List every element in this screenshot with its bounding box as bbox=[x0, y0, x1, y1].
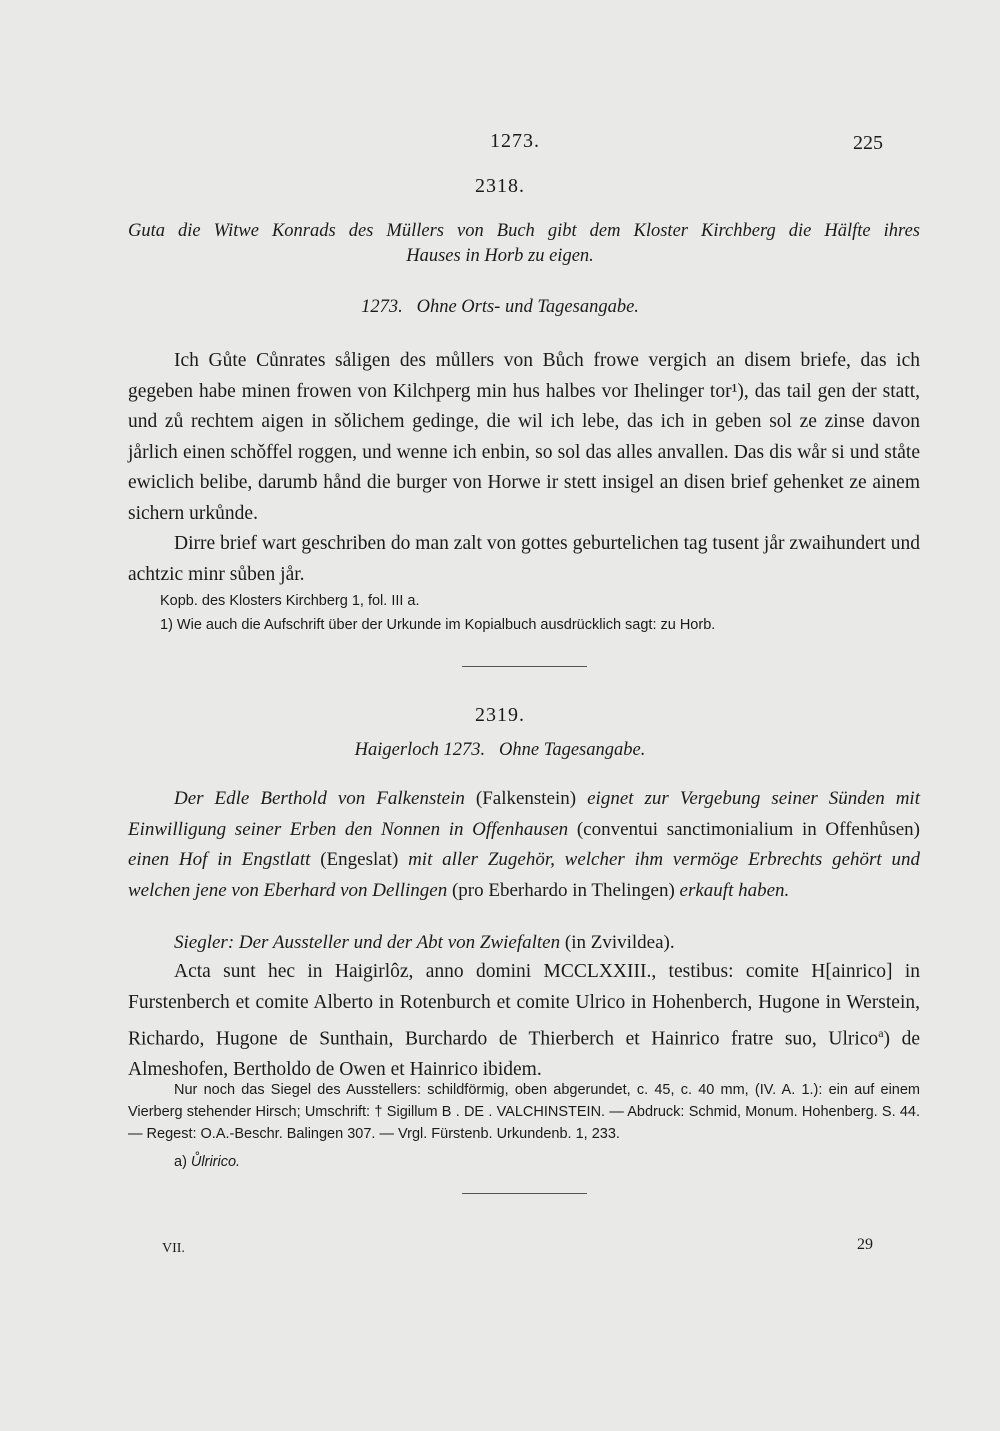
regest-segment: (Falkenstein) bbox=[475, 788, 588, 809]
sheet-number: 29 bbox=[857, 1236, 873, 1253]
regest-segment: einen Hof in Engstlatt bbox=[128, 849, 321, 870]
dating-line: 1273. Ohne Orts- und Tagesangabe. bbox=[361, 297, 639, 317]
regest-segment: Der Edle Berthold von Falkenstein bbox=[174, 788, 476, 809]
document-number: 2318. bbox=[475, 175, 525, 197]
siegler-line bbox=[128, 928, 920, 959]
regest-segment: (Engeslat) bbox=[320, 849, 409, 870]
regest-line: Guta die Witwe Konrads des Müllers von Buch gibt dem Kloster Kirchberg die Hälfte ihres bbox=[128, 221, 920, 241]
charter-text: Ich Gůte Cůnrates såligen des můllers von Bůch frowe vergich an disem briefe, das ich gegeben habe minen frowen von Kilchperg min hus halbes vor Ihelinger tor¹), das tail gen der statt, und zů rechtem aigen in sǒlichem gedinge, die wil ich lebe, das ich in geben sol ze zinse davon jårlich einen schǒffel roggen, und wenne ich enbin, so sol das alles anvallen. Das dis wår si und ståte ewiclich belibe, darumb hånd die burger von Horwe ir stett insigel an disen brief gehenket ze ainem sichern urkůnde. bbox=[128, 350, 920, 524]
charter-text: Acta sunt hec in Haigirlôz, anno domini MCCLXXIII., testibus: comite H[ainrico] in Furstenberch et comite Alberto in Rotenburch et comite Ulrico in Hohenberch, Hugone in Werstein, Richardo, Hugone de Sunthain, Burchardo de Thierberch et Hainrico fratre suo, Ulrico$^a$) de Almeshofen, Bertholdo de Owen et Hainrico ibidem. bbox=[128, 961, 920, 1080]
signature-mark: VII. bbox=[162, 1241, 185, 1256]
footnote-text: Ůlririco. bbox=[190, 1154, 241, 1170]
running-header-year: 1273. bbox=[490, 130, 540, 152]
siegler-label: Siegler: Der Aussteller und der Abt von Zwiefalten bbox=[174, 932, 565, 953]
regest-segment: (conventui sanctimonialium in Offenhůsen) bbox=[576, 818, 920, 840]
separator-rule bbox=[462, 1193, 587, 1194]
regest-segment: eignet zur Vergebung seiner Sünden mit Einwilligung seiner Erben den Nonnen in Offenhausen bbox=[128, 788, 920, 840]
document-number: 2319. bbox=[475, 704, 525, 726]
separator-rule bbox=[462, 666, 587, 667]
siegler-rest: (in Zvivildea). bbox=[564, 932, 675, 953]
regest-segment: (pro Eberhardo in Thelingen) bbox=[451, 879, 680, 901]
footnote-marker: a bbox=[878, 1026, 884, 1040]
regest-line: Hauses in Horb zu eigen. bbox=[406, 246, 594, 266]
charter-text: Dirre brief wart geschriben do man zalt von gottes geburtelichen tag tusent jår zwaihundert und achtzic minr sůben jår. bbox=[128, 533, 920, 585]
page-number: 225 bbox=[853, 132, 883, 154]
footnote-label: a) bbox=[174, 1154, 191, 1170]
regest-paragraph bbox=[128, 784, 920, 906]
regest-segment: erkauft haben. bbox=[679, 879, 790, 901]
regest-segment: mit aller Zugehör, welcher ihm vermöge Erbrechts gehört und welchen jene von Eberhard von Dellingen bbox=[128, 849, 920, 901]
footnote: 1) Wie auch die Aufschrift über der Urkunde im Kopialbuch ausdrücklich sagt: zu Horb. bbox=[160, 617, 716, 633]
source-note: Kopb. des Klosters Kirchberg 1, fol. III a. bbox=[160, 593, 420, 609]
footnote bbox=[174, 1151, 874, 1173]
dating-line: Haigerloch 1273. Ohne Tagesangabe. bbox=[354, 740, 646, 760]
seal-note: Nur noch das Siegel des Ausstellers: schildförmig, oben abgerundet, c. 45, c. 40 mm, (IV. A. 1.): ein auf einem Vierberg stehender Hirsch; Umschrift: † Sigillum B . DE . VALCHINSTEIN. — Abdruck: Schmid, Monum. Hohenberg. S. 44. — Regest: O.A.-Beschr. Balingen 307. — Vrgl. Fürstenb. Urkundenb. 1, 233. bbox=[128, 1082, 920, 1142]
